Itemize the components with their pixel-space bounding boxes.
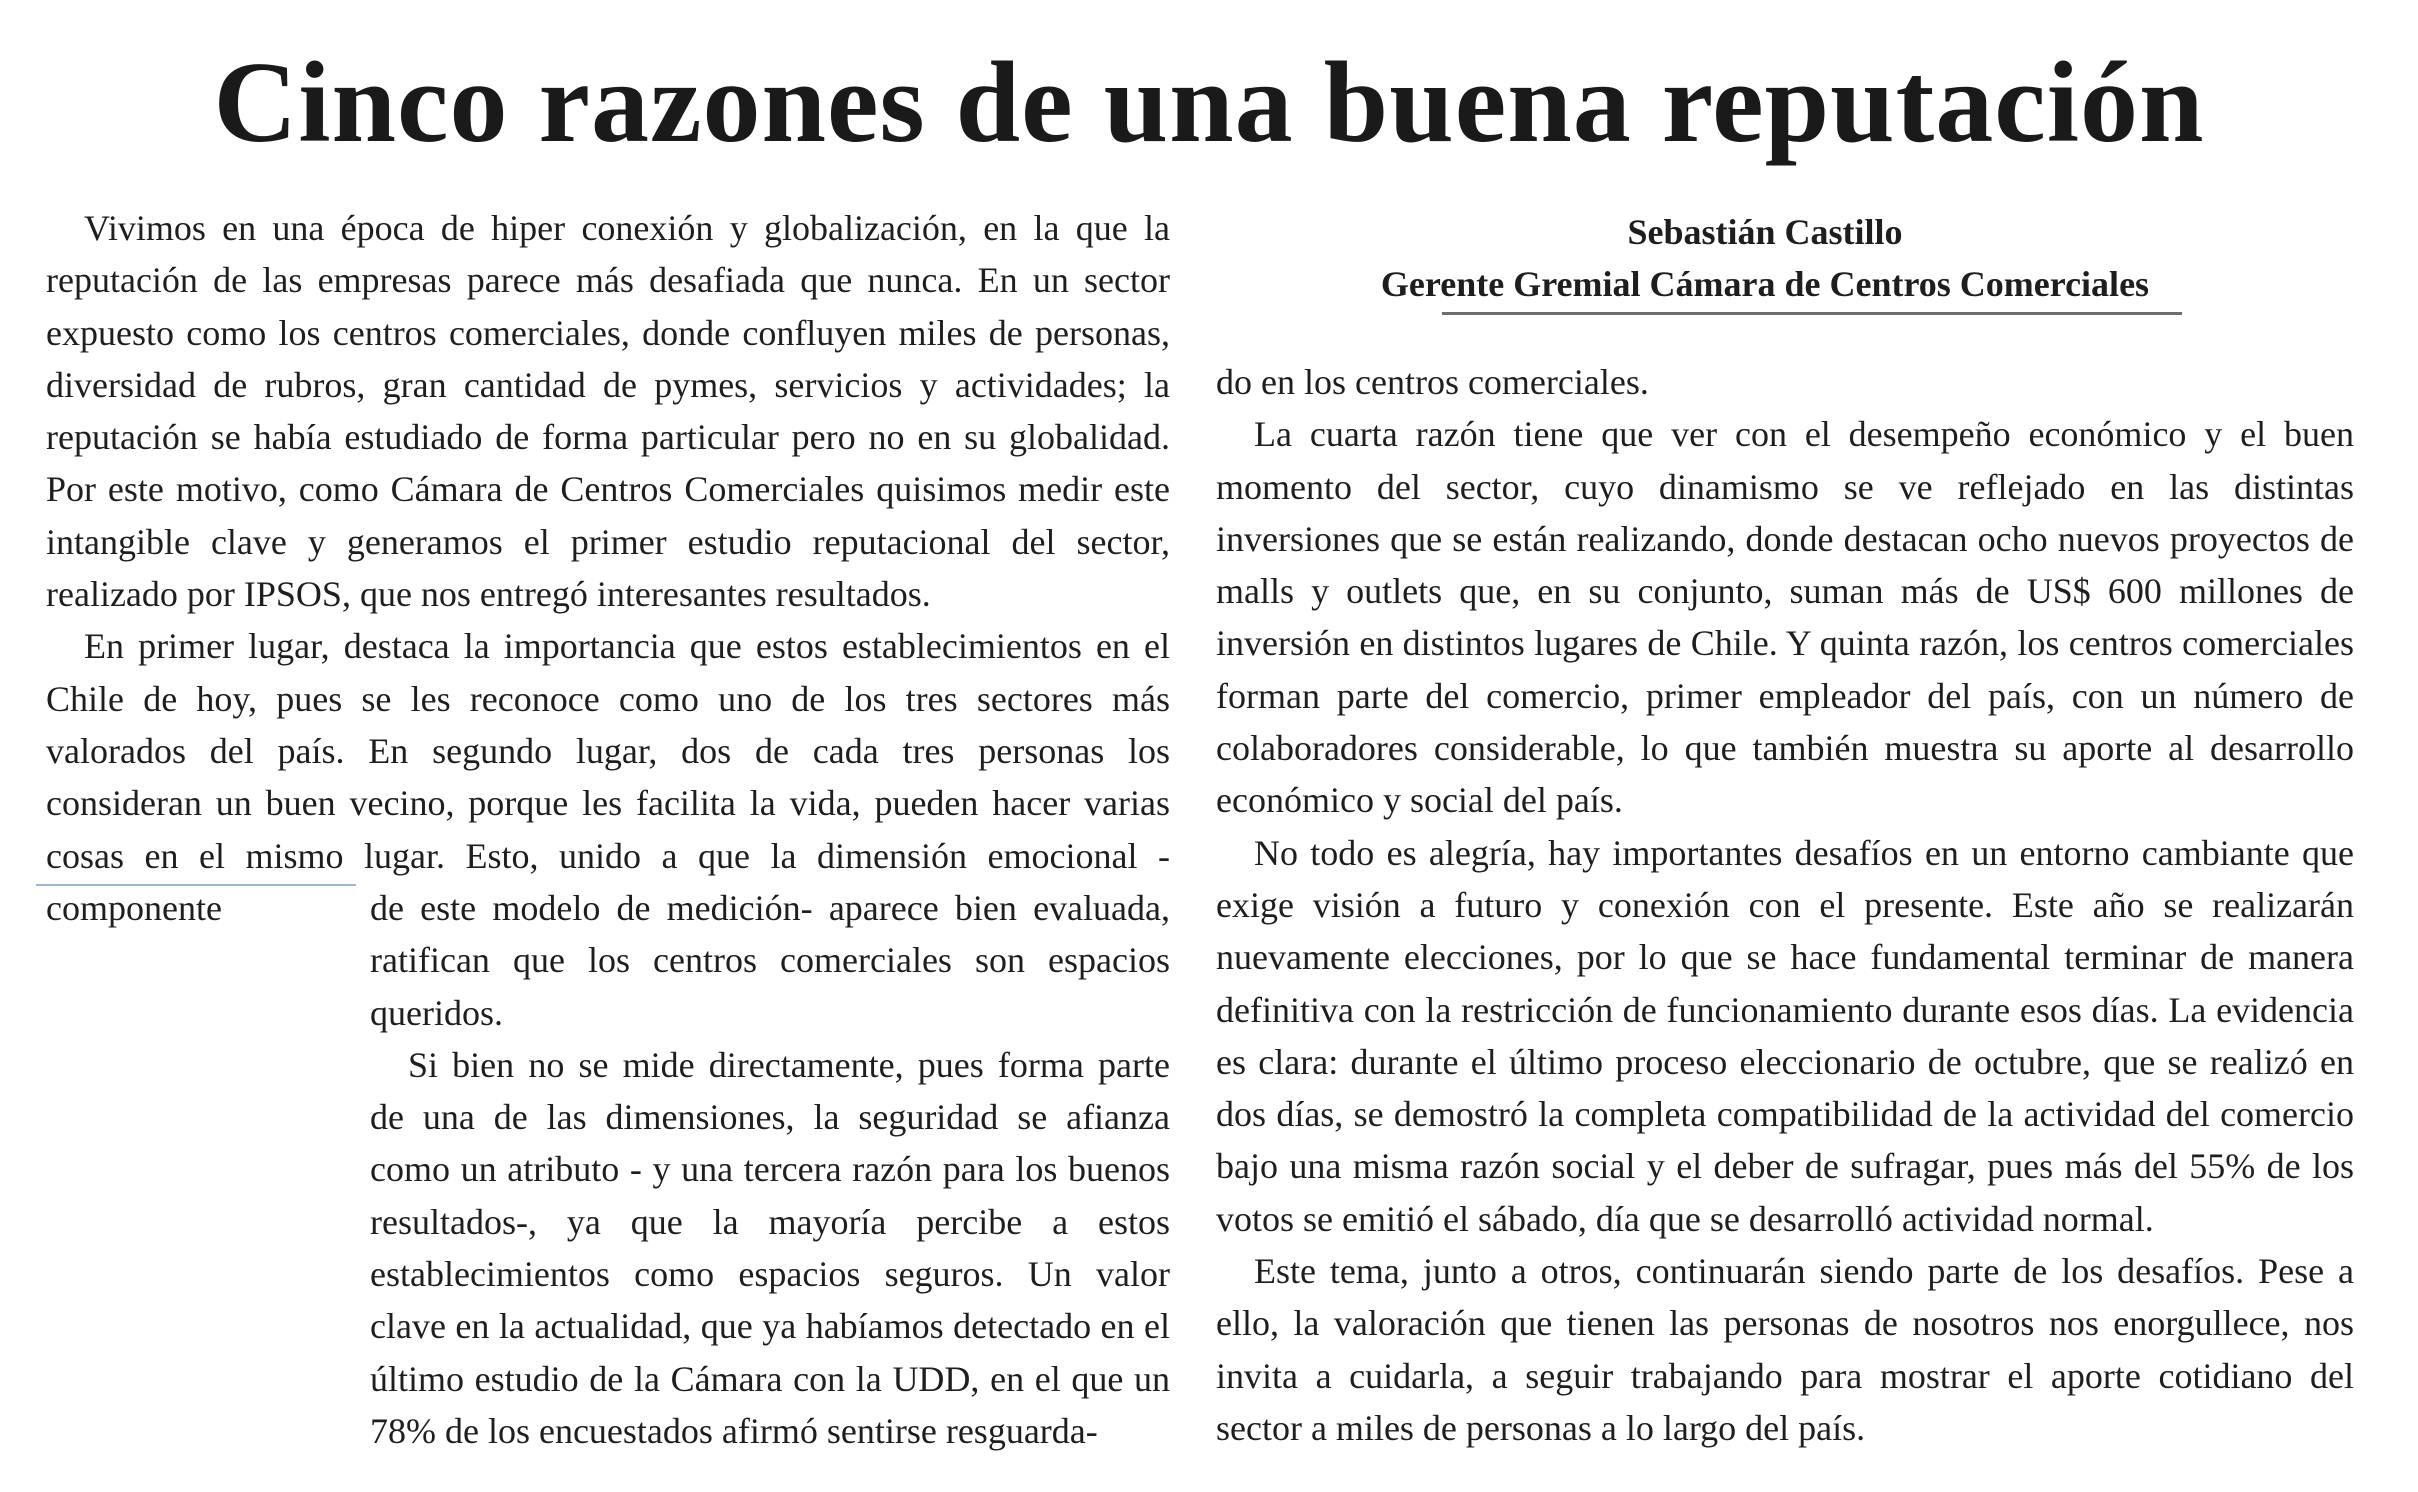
right-column	[1216, 356, 2354, 1454]
left-column-bottom	[370, 882, 1170, 1457]
paragraph-security-continued: do en los centros comerciales.	[1216, 362, 1649, 402]
left-column-top	[46, 202, 1170, 934]
author-byline	[1370, 206, 2160, 310]
paragraph-first-reasons: En primer lugar, destaca la importancia que estos establecimientos en el Chile de hoy, pues se les reconoce como uno de los tres sectores más valorados del país. En segundo lugar, dos de cada tres personas los consideran un buen vecino, porque les facilita la vida, pueden hacer varias cosas en el mismo lugar. Esto, unido a que la dimensión emocional -componente	[46, 626, 1170, 928]
paragraph-closing: Este tema, junto a otros, continuarán siendo parte de los desafíos. Pese a ello, la valoración que tienen las personas de nosotros nos enorgullece, nos invita a cuidarla, a seguir trabajando para mostrar el aporte cotidiano del sector a miles de personas a lo largo del país.	[1216, 1251, 2354, 1448]
article-headline: Cinco razones de una buena reputación	[213, 39, 2205, 167]
left-column-divider	[36, 884, 356, 886]
paragraph-security: Si bien no se mide directamente, pues forma parte de una de las dimensiones, la seguridad se afianza como un atributo - y una tercera razón para los buenos resultados-, ya que la mayoría percibe a estos establecimientos como espacios seguros. Un valor clave en la actualidad, que ya habíamos detectado en el último estudio de la Cámara con la UDD, en el que un 78% de los encuestados afirmó sentirse resguarda-	[370, 1044, 1170, 1451]
paragraph-economy: La cuarta razón tiene que ver con el desempeño económico y el buen momento del sector, cuyo dinamismo se ve reflejado en las distintas inversiones que se están realizando, donde destacan ocho nuevos proyectos de malls y outlets que, en su conjunto, suman más de US$ 600 millones de inversión en distintos lugares de Chile. Y quinta razón, los centros comerciales forman parte del comercio, primer empleador del país, con un número de colaboradores considerable, lo que también muestra su aporte al desarrollo económico y social del país.	[1216, 414, 2354, 821]
author-name: Sebastián Castillo	[1627, 212, 1903, 252]
paragraph-challenges: No todo es alegría, hay importantes desafíos en un entorno cambiante que exige visión a futuro y conexión con el presente. Este año se realizarán nuevamente elecciones, por lo que se hace fundamental terminar de manera definitiva con la restricción de funcionamiento durante esos días. La evidencia es clara: durante el último proceso eleccionario de octubre, que se realizó en dos días, se demostró la completa compatibilidad de la actividad del comercio bajo una misma razón social y el deber de sufragar, pues más del 55% de los votos se emitió el sábado, día que se desarrolló actividad normal.	[1216, 832, 2354, 1239]
paragraph-first-reasons-continued: de este modelo de medición- aparece bien evaluada, ratifican que los centros comerciales son espacios queridos.	[370, 888, 1170, 1033]
author-role: Gerente Gremial Cámara de Centros Comerciales	[1380, 264, 2150, 304]
paragraph-intro: Vivimos en una época de hiper conexión y globalización, en la que la reputación de las empresas parece más desafiada que nunca. En un sector expuesto como los centros comerciales, donde confluyen miles de personas, diversidad de rubros, gran cantidad de pymes, servicios y actividades; la reputación se había estudiado de forma particular pero no en su globalidad. Por este motivo, como Cámara de Centros Comerciales quisimos medir este intangible clave y generamos el primer estudio reputacional del sector, realizado por IPSOS, que nos entregó interesantes resultados.	[46, 208, 1170, 615]
byline-underline	[1442, 312, 2182, 315]
